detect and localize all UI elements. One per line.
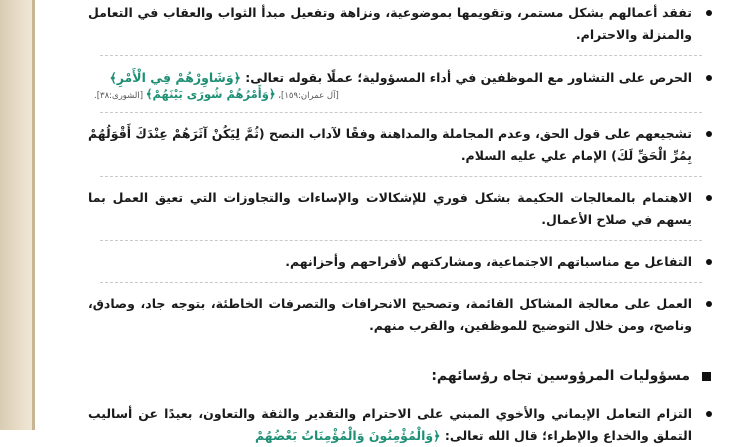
- document-content: [88, 0, 714, 443]
- item-text: الحرص على التشاور مع الموظفين في أداء المسؤولية؛ عملًا بقوله تعالى:: [245, 70, 692, 85]
- list-item: [88, 251, 714, 273]
- divider: [100, 176, 702, 178]
- divider: [100, 240, 702, 242]
- divider: [100, 282, 702, 284]
- list-item: [88, 403, 714, 447]
- divider: [100, 55, 702, 57]
- sidebar-border: [32, 0, 35, 430]
- verse-citation: [الشورى:٣٨].: [94, 91, 144, 101]
- item-text: العمل على معالجة المشاكل القائمة، وتصحيح الانحرافات والتصرفات الخاطئة، بتوجه جاد، وصادق، وناصح، ومن خلال التوضيح للموظفين، والقرب منهم.: [88, 296, 692, 333]
- list-item: [88, 187, 714, 231]
- hadith-quote: (ثُمَّ لِيَكُنْ آثَرَهُمْ عِنْدَكَ أَقْوَلُهُمْ بِمُرِّ الْحَقِّ لَكَ): [88, 126, 692, 163]
- citation-row: [88, 87, 714, 103]
- item-text: تشجيعهم على قول الحق، وعدم المجاملة والمداهنة وفقًا لآداب النصح: [269, 126, 692, 141]
- quran-verse: ﴿وَشَاوِرْهُمْ فِي الْأَمْرِ﴾: [109, 70, 241, 85]
- item-text: الاهتمام بالمعالجات الحكيمة بشكل فوري للإشكالات والإساءات والتجاوزات التي تعيق العمل بما يسهم في صلاح الأعمال.: [88, 190, 692, 227]
- verse-citation: [آل عمران:١٥٩]،: [278, 91, 339, 101]
- item-text: التفاعل مع مناسباتهم الاجتماعية، ومشاركتهم لأفراحهم وأحزانهم.: [285, 254, 692, 269]
- item-text: الإمام علي عليه السلام.: [460, 148, 607, 163]
- divider: [100, 112, 702, 114]
- list-item: [88, 123, 714, 167]
- quran-verse: ﴿وَالْمُؤْمِنُونَ وَالْمُؤْمِنَاتُ بَعْضُهُمْ: [254, 428, 441, 443]
- list-item: [88, 2, 714, 46]
- decorative-sidebar: [0, 0, 32, 430]
- quran-verse: ﴿وَأَمْرُهُمْ شُورَى بَيْنَهُمْ﴾: [145, 87, 276, 101]
- item-text: تفقد أعمالهم بشكل مستمر، وتقويمها بموضوعية، ونزاهة وتفعيل مبدأ الثواب والعقاب في التعامل والمنزلة والاحترام.: [88, 5, 692, 42]
- list-item: [88, 293, 714, 337]
- item-text: التزام التعامل الإيماني والأخوي المبني على الاحترام والتقدير والثقة والتعاون، بعيدًا عن أساليب التملق والخداع والإطراء؛ قال الله تعالى:: [88, 406, 692, 443]
- list-item: [88, 67, 714, 89]
- section-title: مسؤوليات المرؤوسين تجاه رؤسائهم:: [431, 368, 690, 384]
- section-heading: [88, 365, 714, 387]
